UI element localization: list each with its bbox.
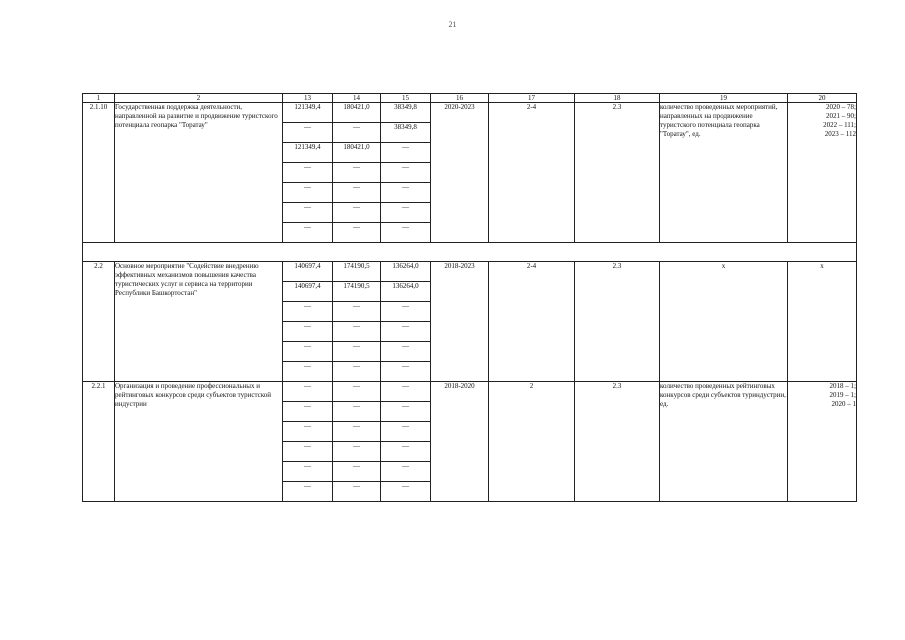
finance-cell: 38349,8: [381, 103, 431, 123]
finance-cell: —: [381, 402, 431, 422]
header-cell: 17: [489, 94, 575, 103]
row-col17: 2-4: [489, 103, 575, 243]
row-code: 2.2: [83, 262, 115, 382]
row-value: 2021 – 90;: [826, 112, 856, 120]
row-values: [788, 382, 857, 502]
finance-cell: —: [283, 442, 333, 462]
row-period: 2018-2020: [431, 382, 489, 502]
row-indicator: количество проведенных мероприятий, направленных на продвижение туристского потенциала геопарка "Торатау", ед.: [660, 103, 788, 243]
finance-cell: —: [381, 302, 431, 322]
finance-cell: —: [333, 382, 381, 402]
finance-cell: —: [333, 442, 381, 462]
finance-cell: 121349,4: [283, 143, 333, 163]
finance-cell: —: [283, 462, 333, 482]
program-table: [82, 93, 857, 502]
finance-cell: —: [283, 482, 333, 502]
row-col17: 2: [489, 382, 575, 502]
header-cell: 1: [83, 94, 115, 103]
finance-cell: —: [333, 223, 381, 243]
finance-cell: —: [381, 362, 431, 382]
finance-cell: —: [333, 482, 381, 502]
finance-cell: —: [283, 163, 333, 183]
row-values: [788, 262, 857, 382]
row-name: Основное мероприятие "Содействие внедрению эффективных механизмов повышения качества туристических услуг и сервиса на территории Республики Башкортостан": [115, 262, 283, 382]
finance-cell: —: [381, 442, 431, 462]
header-cell: 16: [431, 94, 489, 103]
finance-cell: —: [381, 163, 431, 183]
row-value: 2022 – 111;: [823, 121, 856, 129]
finance-cell: —: [381, 203, 431, 223]
table-row: [83, 103, 857, 123]
finance-cell: —: [381, 462, 431, 482]
header-row: [83, 94, 857, 103]
page-number: 21: [448, 20, 457, 29]
finance-cell: —: [333, 362, 381, 382]
finance-cell: —: [381, 482, 431, 502]
row-code: 2.2.1: [83, 382, 115, 502]
row-col17: 2-4: [489, 262, 575, 382]
finance-cell: 136264,0: [381, 262, 431, 282]
row-period: 2020-2023: [431, 103, 489, 243]
finance-cell: —: [283, 362, 333, 382]
row-name: Организация и проведение профессиональных и рейтинговых конкурсов среди субъектов туристской индустрии: [115, 382, 283, 502]
finance-cell: —: [381, 223, 431, 243]
row-indicator: х: [660, 262, 788, 382]
finance-cell: —: [333, 402, 381, 422]
finance-cell: —: [333, 203, 381, 223]
row-value: 2020 – 1: [831, 400, 856, 408]
row-indicator: количество проведенных рейтинговых конкурсов среди субъектов туриндустрии, ед.: [660, 382, 788, 502]
finance-cell: —: [333, 163, 381, 183]
finance-cell: —: [333, 123, 381, 143]
finance-cell: 180421,0: [333, 143, 381, 163]
finance-cell: —: [283, 342, 333, 362]
row-name: Государственная поддержка деятельности, направленной на развитие и продвижение туристского потенциала геопарка "Торатау": [115, 103, 283, 243]
row-value: 2023 – 112: [824, 130, 856, 138]
header-cell: 2: [115, 94, 283, 103]
finance-cell: —: [283, 203, 333, 223]
finance-cell: 140697,4: [283, 282, 333, 302]
finance-cell: —: [333, 322, 381, 342]
finance-cell: —: [381, 183, 431, 203]
table-body: [83, 94, 857, 502]
spacer-cell: [83, 243, 857, 262]
header-cell: 14: [333, 94, 381, 103]
row-value: 2019 – 1;: [829, 391, 856, 399]
header-cell: 13: [283, 94, 333, 103]
finance-cell: —: [381, 322, 431, 342]
row-value: х: [820, 262, 824, 270]
spacer-row: [83, 243, 857, 262]
row-values: [788, 103, 857, 243]
row-value: 2018 – 1;: [829, 382, 856, 390]
finance-cell: —: [333, 422, 381, 442]
finance-cell: —: [283, 402, 333, 422]
finance-cell: —: [333, 462, 381, 482]
table-row: [83, 262, 857, 282]
finance-cell: —: [283, 123, 333, 143]
table-row: [83, 382, 857, 402]
finance-cell: —: [283, 422, 333, 442]
header-cell: 19: [660, 94, 788, 103]
row-value: 2020 – 78;: [826, 103, 856, 111]
finance-cell: —: [283, 183, 333, 203]
row-col18: 2.3: [575, 262, 660, 382]
row-col18: 2.3: [575, 103, 660, 243]
header-cell: 20: [788, 94, 857, 103]
finance-cell: 136264,0: [381, 282, 431, 302]
finance-cell: —: [283, 322, 333, 342]
finance-cell: —: [381, 143, 431, 163]
finance-cell: —: [381, 422, 431, 442]
finance-cell: —: [381, 382, 431, 402]
finance-cell: —: [381, 342, 431, 362]
finance-cell: —: [333, 342, 381, 362]
row-col18: 2.3: [575, 382, 660, 502]
header-cell: 18: [575, 94, 660, 103]
finance-cell: 140697,4: [283, 262, 333, 282]
finance-cell: 180421,0: [333, 103, 381, 123]
finance-cell: —: [333, 302, 381, 322]
row-code: 2.1.10: [83, 103, 115, 243]
finance-cell: 174190,5: [333, 262, 381, 282]
finance-cell: —: [283, 302, 333, 322]
finance-cell: —: [283, 223, 333, 243]
row-period: 2018-2023: [431, 262, 489, 382]
header-cell: 15: [381, 94, 431, 103]
finance-cell: 38349,8: [381, 123, 431, 143]
finance-cell: 121349,4: [283, 103, 333, 123]
finance-cell: —: [283, 382, 333, 402]
finance-cell: 174190,5: [333, 282, 381, 302]
finance-cell: —: [333, 183, 381, 203]
